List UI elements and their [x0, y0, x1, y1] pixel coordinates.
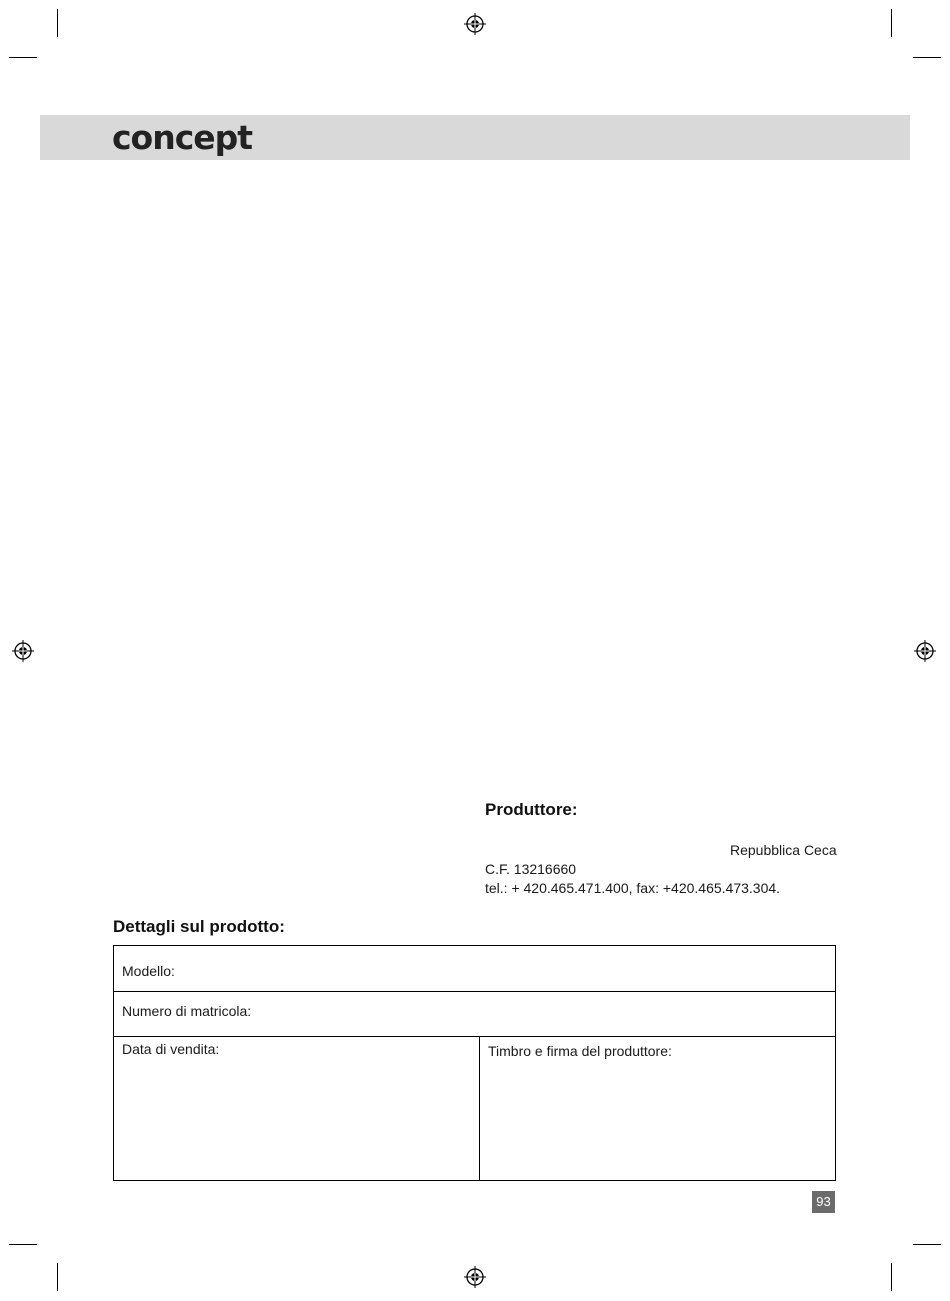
crop-mark	[57, 1263, 58, 1291]
stamp-signature-label: Timbro e firma del produttore:	[488, 1043, 672, 1059]
sale-date-label: Data di vendita:	[122, 1041, 220, 1057]
stamp-signature-field[interactable]	[480, 1037, 835, 1180]
header-band	[40, 115, 910, 160]
sale-date-field[interactable]	[114, 1037, 480, 1180]
producer-tax-code: C.F. 13216660	[485, 861, 577, 877]
producer-country: Repubblica Ceca	[730, 842, 837, 858]
product-details-heading: Dettagli sul prodotto:	[113, 917, 285, 936]
crop-mark	[9, 1244, 37, 1245]
producer-heading: Produttore:	[485, 800, 578, 819]
producer-contact: tel.: + 420.465.471.400, fax: +420.465.473.304.	[485, 880, 781, 896]
crop-mark	[913, 1244, 941, 1245]
crop-mark	[9, 57, 37, 58]
crop-mark	[891, 9, 892, 37]
brand-logo: concept	[112, 118, 253, 157]
registration-crosshair-icon	[12, 640, 34, 662]
product-details-form	[113, 945, 836, 1181]
crop-mark	[57, 9, 58, 37]
serial-number-label: Numero di matricola:	[122, 1003, 252, 1019]
crop-mark	[891, 1263, 892, 1291]
page-number: 93	[812, 1191, 835, 1213]
model-label: Modello:	[122, 963, 175, 979]
registration-crosshair-icon	[914, 640, 936, 662]
model-field[interactable]	[114, 946, 835, 992]
crop-mark	[913, 57, 941, 58]
serial-number-field[interactable]	[114, 992, 835, 1037]
registration-crosshair-icon	[464, 1266, 486, 1288]
registration-crosshair-icon	[464, 13, 486, 35]
